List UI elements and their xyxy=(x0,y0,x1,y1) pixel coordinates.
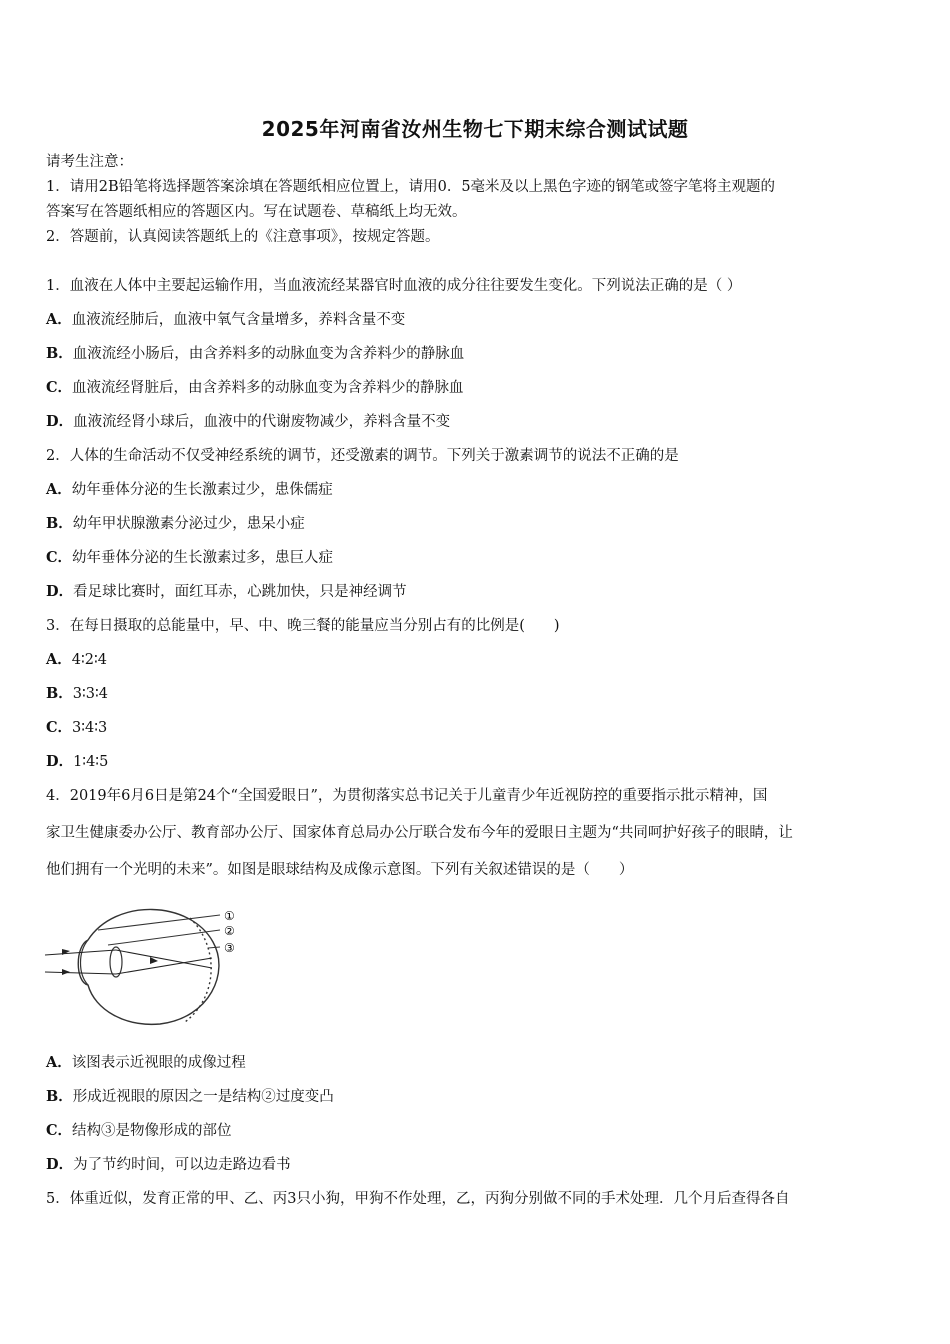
option-letter: B． xyxy=(46,515,73,532)
notice-line: 答案写在答题纸相应的答题区内。写在试题卷、草稿纸上均无效。 xyxy=(46,204,467,220)
option-letter: C． xyxy=(46,549,73,566)
light-ray xyxy=(116,950,212,968)
light-ray xyxy=(45,972,116,974)
option-letter: A． xyxy=(46,1054,72,1071)
question-stem-2: 2．人体的生命活动不仅受神经系统的调节，还受激素的调节。下列关于激素调节的说法不正确的是 xyxy=(46,448,679,464)
option-text: 形成近视眼的原因之一是结构②过度变凸 xyxy=(72,1089,334,1105)
option-text: 3∶3∶4 xyxy=(72,686,108,702)
arrow-head xyxy=(62,949,70,955)
option-text: 血液流经肺后，血液中氧气含量增多，养料含量不变 xyxy=(71,312,406,328)
option-letter: B． xyxy=(46,345,73,362)
option-letter: D． xyxy=(46,583,74,600)
question-stem-4: 家卫生健康委办公厅、教育部办公厅、国家体育总局办公厅联合发布今年的爱眼日主题为“共同呵护好孩子的眼睛，让 xyxy=(46,825,793,841)
question-option xyxy=(46,752,108,772)
leader-line xyxy=(208,947,220,948)
lens-shape xyxy=(110,947,122,977)
notice-line: 1．请用2B铅笔将选择题答案涂填在答题纸相应位置上，请用0．5毫米及以上黑色字迹的钢笔或签字笔将主观题的 xyxy=(46,179,776,195)
notice-line: 2．答题前，认真阅读答题纸上的《注意事项》，按规定答题。 xyxy=(46,229,440,245)
question-option xyxy=(46,378,464,398)
option-letter: C． xyxy=(46,1122,73,1139)
figure-label-3: ③ xyxy=(224,941,235,955)
option-text: 1∶4∶5 xyxy=(73,754,109,770)
option-letter: A． xyxy=(46,651,72,668)
question-option xyxy=(46,1053,246,1073)
question-stem-4: 4．2019年6月6日是第24个“全国爱眼日”，为贯彻落实总书记关于儿童青少年近视防控的重要指示批示精神，国 xyxy=(46,788,768,804)
option-letter: D． xyxy=(46,1156,74,1173)
notice-heading: 请考生注意： xyxy=(46,154,133,170)
question-option xyxy=(46,548,333,568)
option-letter: A． xyxy=(46,481,72,498)
option-text: 为了节约时间，可以边走路边看书 xyxy=(73,1157,291,1173)
question-option xyxy=(46,1087,334,1107)
option-letter: A． xyxy=(46,311,72,328)
page-title: 2025年河南省汝州生物七下期末综合测试试题 xyxy=(261,117,689,141)
light-ray xyxy=(116,958,212,974)
option-text: 血液流经小肠后，由含养料多的动脉血变为含养料少的静脉血 xyxy=(72,346,465,362)
option-text: 幼年甲状腺激素分泌过少，患呆小症 xyxy=(72,516,305,532)
figure-label-2: ② xyxy=(224,924,235,938)
question-option xyxy=(46,412,450,432)
option-letter: D． xyxy=(46,753,74,770)
question-option xyxy=(46,310,405,330)
question-option xyxy=(46,718,107,738)
option-text: 结构③是物像形成的部位 xyxy=(72,1123,232,1139)
option-text: 幼年垂体分泌的生长激素过多，患巨人症 xyxy=(72,550,334,566)
arrow-head xyxy=(62,969,70,975)
question-option xyxy=(46,480,333,500)
question-option xyxy=(46,344,464,364)
question-stem-5: 5．体重近似，发育正常的甲、乙、丙3只小狗，甲狗不作处理，乙，丙狗分别做不同的手术处理．几个月后查得各自 xyxy=(46,1191,790,1207)
question-option xyxy=(46,1121,232,1141)
figure-label-1: ① xyxy=(224,909,235,923)
option-text: 3∶4∶3 xyxy=(72,720,108,736)
option-text: 4∶2∶4 xyxy=(71,652,107,668)
option-letter: B． xyxy=(46,685,73,702)
option-text: 血液流经肾小球后，血液中的代谢废物减少，养料含量不变 xyxy=(73,414,451,430)
option-text: 血液流经肾脏后，由含养料多的动脉血变为含养料少的静脉血 xyxy=(72,380,464,396)
option-text: 该图表示近视眼的成像过程 xyxy=(71,1055,246,1071)
question-stem-3: 3．在每日摄取的总能量中，早、中、晚三餐的能量应当分别占有的比例是( ) xyxy=(46,618,560,634)
option-letter: C． xyxy=(46,379,73,396)
option-letter: C． xyxy=(46,719,73,736)
leader-line xyxy=(108,930,220,945)
option-text: 幼年垂体分泌的生长激素过少，患侏儒症 xyxy=(71,482,333,498)
question-option xyxy=(46,514,305,534)
question-stem-4: 他们拥有一个光明的未来”。如图是眼球结构及成像示意图。下列有关叙述错误的是（ ） xyxy=(46,862,634,878)
question-option xyxy=(46,1155,291,1175)
option-text: 看足球比赛时，面红耳赤，心跳加快，只是神经调节 xyxy=(73,584,407,600)
eye-structure-diagram xyxy=(40,900,250,1030)
question-option xyxy=(46,650,107,670)
option-letter: B． xyxy=(46,1088,73,1105)
question-stem-1: 1．血液在人体中主要起运输作用，当血液流经某器官时血液的成分往往要发生变化。下列说法正确的是（ ） xyxy=(46,278,742,294)
option-letter: D． xyxy=(46,413,74,430)
question-option xyxy=(46,582,407,602)
question-option xyxy=(46,684,108,704)
